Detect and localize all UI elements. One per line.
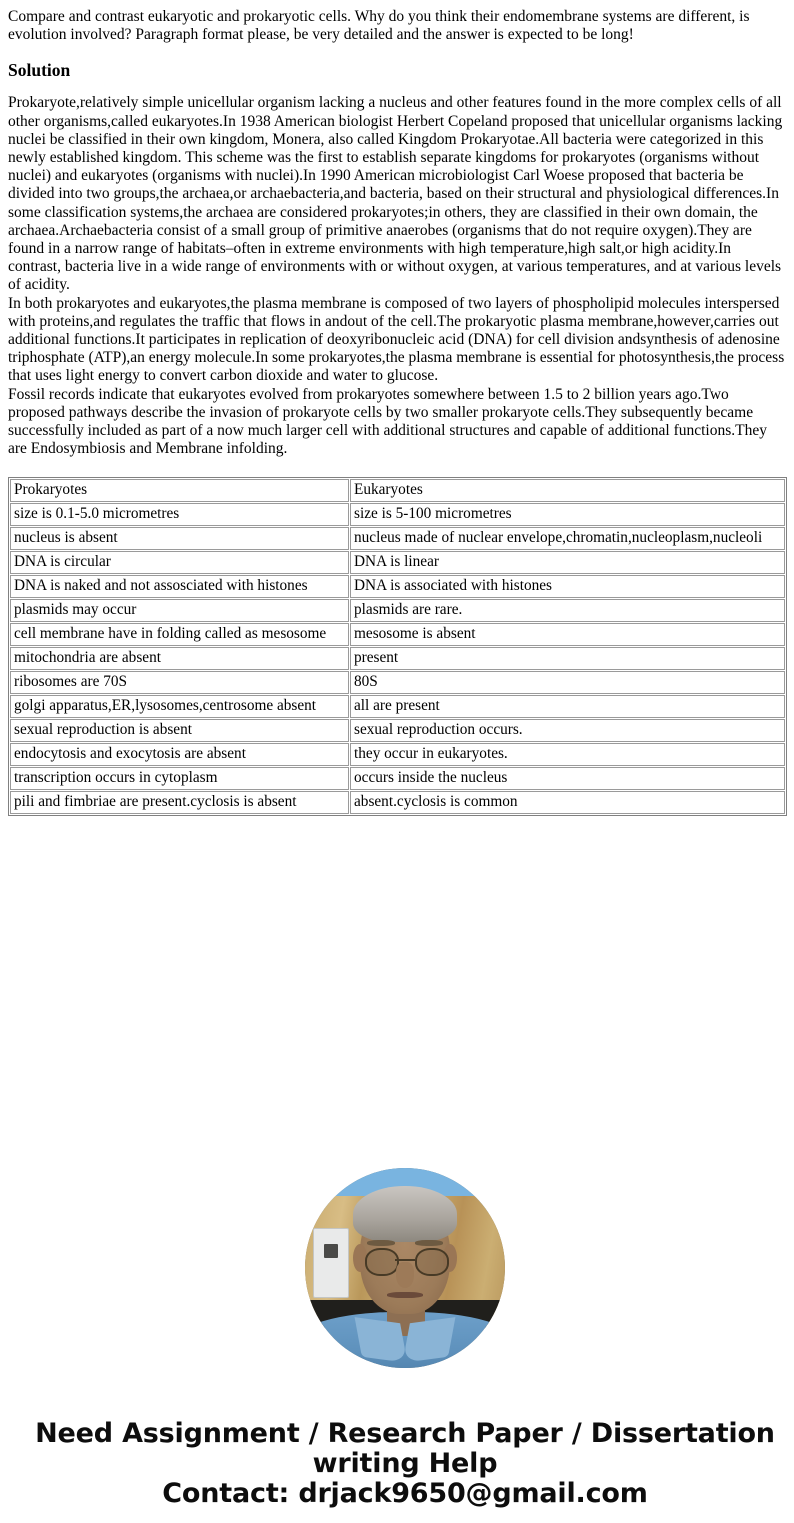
- table-cell: nucleus is absent: [10, 527, 349, 550]
- avatar-hair: [353, 1186, 457, 1242]
- footer-line-2: writing Help: [312, 1448, 498, 1480]
- table-cell: DNA is circular: [10, 551, 349, 574]
- table-cell: Eukaryotes: [350, 479, 785, 502]
- table-cell: Prokaryotes: [10, 479, 349, 502]
- footer-contact: Contact: drjack9650@gmail.com: [162, 1478, 648, 1510]
- avatar-eyeglass-left: [365, 1248, 399, 1276]
- question-text: Compare and contrast eukaryotic and prokaryotic cells. Why do you think their endomembrane systems are different, is evolution involved? Paragraph format please, be very detailed and the answer is expected to be long!: [8, 8, 750, 44]
- avatar-eyeglass-bridge: [395, 1259, 415, 1261]
- table-row: [10, 527, 785, 550]
- table-cell: DNA is naked and not assosciated with histones: [10, 575, 349, 598]
- avatar: [305, 1168, 505, 1368]
- table-cell: 80S: [350, 671, 785, 694]
- table-row: [10, 767, 785, 790]
- solution-paragraph-1: Prokaryote,relatively simple unicellular organism lacking a nucleus and other features found in the more complex cells of all other organisms,called eukaryotes.In 1938 American biologist Herbert Copeland proposed that unicellular organisms lacking nuclei be classified in their own kingdom, Monera, also called Kingdom Prokaryotae.All bacteria were categorized in this newly established kingdom. This scheme was the first to establish separate kingdoms for prokaryotes (organisms without nuclei) and eukaryotes (organisms with nuclei).In 1990 American microbiologist Carl Woese proposed that bacteria be divided into two groups,the archaea,or archaebacteria,and bacteria, based on their structural and physiological differences.In some classification systems,the archaea are considered prokaryotes;in others, they are classified in their own domain, the archaea.Archaebacteria consist of a small group of primitive anaerobes (organisms that do not require oxygen).They are found in a narrow range of habitats–often in extreme environments with high temperature,high salt,or high acidity.In contrast, bacteria live in a wide range of environments with or without oxygen, at various temperatures, and at various levels of acidity.: [8, 94, 783, 294]
- table-row: [10, 647, 785, 670]
- avatar-container: [8, 1168, 794, 1368]
- table-row: [10, 791, 785, 814]
- table-cell: plasmids are rare.: [350, 599, 785, 622]
- table-cell: size is 5-100 micrometres: [350, 503, 785, 526]
- avatar-nose: [396, 1262, 414, 1288]
- table-row: [10, 743, 785, 766]
- table-cell: nucleus made of nuclear envelope,chromatin,nucleoplasm,nucleoli: [350, 527, 785, 550]
- comparison-table: [8, 477, 787, 816]
- avatar-switch-plate: [313, 1228, 349, 1298]
- table-row: [10, 599, 785, 622]
- table-row: [10, 623, 785, 646]
- table-cell: DNA is linear: [350, 551, 785, 574]
- table-row: [10, 575, 785, 598]
- table-cell: plasmids may occur: [10, 599, 349, 622]
- page-title: Solution: [8, 60, 71, 81]
- table-cell: sexual reproduction is absent: [10, 719, 349, 742]
- table-cell: mesosome is absent: [350, 623, 785, 646]
- table-cell: ribosomes are 70S: [10, 671, 349, 694]
- table-cell: pili and fimbriae are present.cyclosis is absent: [10, 791, 349, 814]
- table-cell: golgi apparatus,ER,lysosomes,centrosome absent: [10, 695, 349, 718]
- table-row: [10, 479, 785, 502]
- table-cell: all are present: [350, 695, 785, 718]
- table-cell: transcription occurs in cytoplasm: [10, 767, 349, 790]
- table-cell: cell membrane have in folding called as mesosome: [10, 623, 349, 646]
- table-row: [10, 671, 785, 694]
- table-cell: absent.cyclosis is common: [350, 791, 785, 814]
- table-row: [10, 719, 785, 742]
- footer-advert: [8, 1419, 794, 1509]
- table-cell: DNA is associated with histones: [350, 575, 785, 598]
- table-row: [10, 695, 785, 718]
- table-cell: size is 0.1-5.0 micrometres: [10, 503, 349, 526]
- table-cell: they occur in eukaryotes.: [350, 743, 785, 766]
- table-cell: mitochondria are absent: [10, 647, 349, 670]
- footer-line-1: Need Assignment / Research Paper / Dissertation: [35, 1418, 775, 1450]
- table-cell: present: [350, 647, 785, 670]
- solution-paragraph-3: Fossil records indicate that eukaryotes evolved from prokaryotes somewhere between 1.5 to 2 billion years ago.Two proposed pathways describe the invasion of prokaryote cells by two smaller prokaryote cells.They subsequently became successfully included as part of a now much larger cell with additional structures and capable of additional functions.They are Endosymbiosis and Membrane infolding.: [8, 385, 767, 458]
- table-row: [10, 551, 785, 574]
- avatar-eyeglass-right: [415, 1248, 449, 1276]
- table-cell: endocytosis and exocytosis are absent: [10, 743, 349, 766]
- table-body: [10, 479, 785, 814]
- solution-paragraph-2: In both prokaryotes and eukaryotes,the plasma membrane is composed of two layers of phospholipid molecules interspersed with proteins,and regulates the traffic that flows in andout of the cell.The prokaryotic plasma membrane,however,carries out additional functions.It participates in replication of deoxyribonucleic acid (DNA) for cell division andsynthesis of adenosine triphosphate (ATP),an energy molecule.In some prokaryotes,the plasma membrane is essential for photosynthesis,the process that uses light energy to convert carbon dioxide and water to glucose.: [8, 294, 785, 385]
- table-cell: occurs inside the nucleus: [350, 767, 785, 790]
- table-row: [10, 503, 785, 526]
- table-cell: sexual reproduction occurs.: [350, 719, 785, 742]
